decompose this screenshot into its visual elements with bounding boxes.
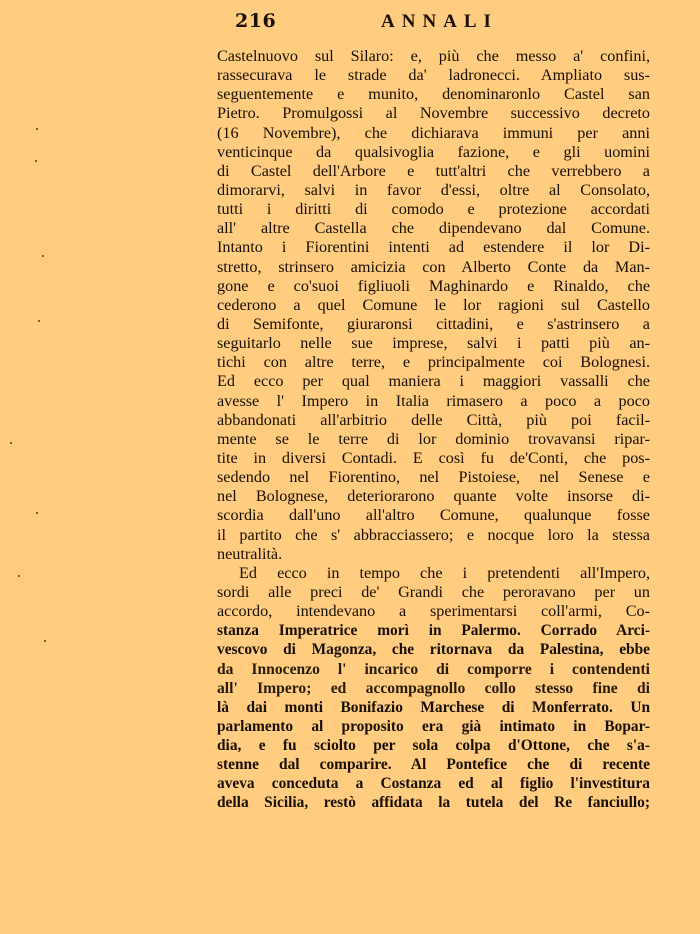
- body-text: [217, 47, 650, 813]
- text-line: venticinque da qualsivoglia fazione, e gli uomini: [217, 142, 650, 161]
- text-line: dia, e fu sciolto per sola colpa d'Ottone, che s'a-: [217, 737, 650, 755]
- running-head: ANNALI: [381, 11, 498, 32]
- text-line: sordi alle preci de' Grandi che peroravano per un: [217, 582, 650, 601]
- text-line: all' Impero; ed accompagnollo collo stesso fine di: [217, 679, 650, 697]
- speck: [35, 160, 37, 162]
- text-line: il partito che s' abbracciassero; e nocque loro la stessa: [217, 525, 650, 544]
- text-line: parlamento al proposito era già intimato in Bopar-: [217, 717, 650, 735]
- speck: [10, 442, 12, 444]
- text-line: di Castel dell'Arbore e tutt'altri che verrebbero a: [217, 161, 650, 180]
- paragraph-2: [217, 564, 650, 813]
- text-line: sedendo nel Fiorentino, nel Pistoiese, nel Senese e: [217, 468, 650, 487]
- text-line: aveva conceduta a Costanza ed al figlio l'investitura: [217, 775, 650, 793]
- text-line: Pietro. Promulgossi al Novembre successivo decreto: [217, 104, 650, 123]
- text-line: cederono a quel Comune le lor ragioni sul Castello: [217, 295, 650, 314]
- page-number: 216: [235, 10, 277, 32]
- text-line: dimorarvi, salvi in favor d'essi, oltre al Consolato,: [217, 180, 650, 199]
- text-line: Ed ecco per qual maniera i maggiori vassalli che: [217, 372, 650, 391]
- text-line: tichi con altre terre, e principalmente coi Bolognesi.: [217, 353, 650, 372]
- text-line: gone e co'suoi figliuoli Maghinardo e Rinaldo, che: [217, 276, 650, 295]
- text-line: Ed ecco in tempo che i pretendenti all'Impero,: [239, 563, 650, 582]
- text-line: vescovo di Magonza, che ritornava da Palestina, ebbe: [217, 641, 650, 659]
- text-line: della Sicilia, restò affidata la tutela del Re fanciullo;: [217, 794, 650, 812]
- page-header: [0, 10, 700, 38]
- text-line: seguentemente e munito, denominaronlo Castel san: [217, 85, 650, 104]
- text-line: nel Bolognese, deteriorarono quante volte insorse di-: [217, 487, 650, 506]
- text-line: seguitarlo nelle sue imprese, salvi i patti più an-: [217, 334, 650, 353]
- speck: [36, 512, 38, 514]
- speck: [36, 128, 38, 130]
- text-line: rassecurava le strade da' ladronecci. Ampliato sus-: [217, 66, 650, 85]
- text-line: da Innocenzo l' incarico di comporre i contendenti: [217, 660, 650, 678]
- text-line: all' altre Castella che dipendevano dal Comune.: [217, 219, 650, 238]
- paragraph-1: [217, 47, 650, 564]
- text-line: (16 Novembre), che dichiarava immuni per anni: [217, 123, 650, 142]
- text-line: stenne dal comparire. Al Pontefice che di recente: [217, 756, 650, 774]
- text-line: abbandonati all'arbitrio delle Città, più poi facil-: [217, 410, 650, 429]
- text-line: Intanto i Fiorentini intenti ad estendere il lor Di-: [217, 238, 650, 257]
- text-line: accordo, intendevano a sperimentarsi coll'armi, Co-: [217, 602, 650, 621]
- text-line: scordia dall'uno all'altro Comune, qualunque fosse: [217, 506, 650, 525]
- text-line: mente se le terre di lor dominio trovavansi ripar-: [217, 429, 650, 448]
- text-line: di Semifonte, giuraronsi cittadini, e s'astrinsero a: [217, 314, 650, 333]
- text-line: Castelnuovo sul Silaro: e, più che messo a' confini,: [217, 47, 650, 65]
- text-line: stanza Imperatrice morì in Palermo. Corrado Arci-: [217, 622, 650, 640]
- speck: [44, 640, 46, 642]
- speck: [38, 320, 40, 322]
- text-line: stretto, strinsero amicizia con Alberto Conte da Man-: [217, 257, 650, 276]
- speck: [18, 575, 20, 577]
- speck: [42, 255, 44, 257]
- text-line: tutti i diritti di comodo e protezione accordati: [217, 200, 650, 219]
- text-line: là dai monti Bonifazio Marchese di Monferrato. Un: [217, 698, 650, 716]
- text-line: avesse l' Impero in Italia rimasero a poco a poco: [217, 391, 650, 410]
- text-line: tite in diversi Contadi. E così fu de'Conti, che pos-: [217, 448, 650, 467]
- text-line: neutralità.: [217, 544, 283, 563]
